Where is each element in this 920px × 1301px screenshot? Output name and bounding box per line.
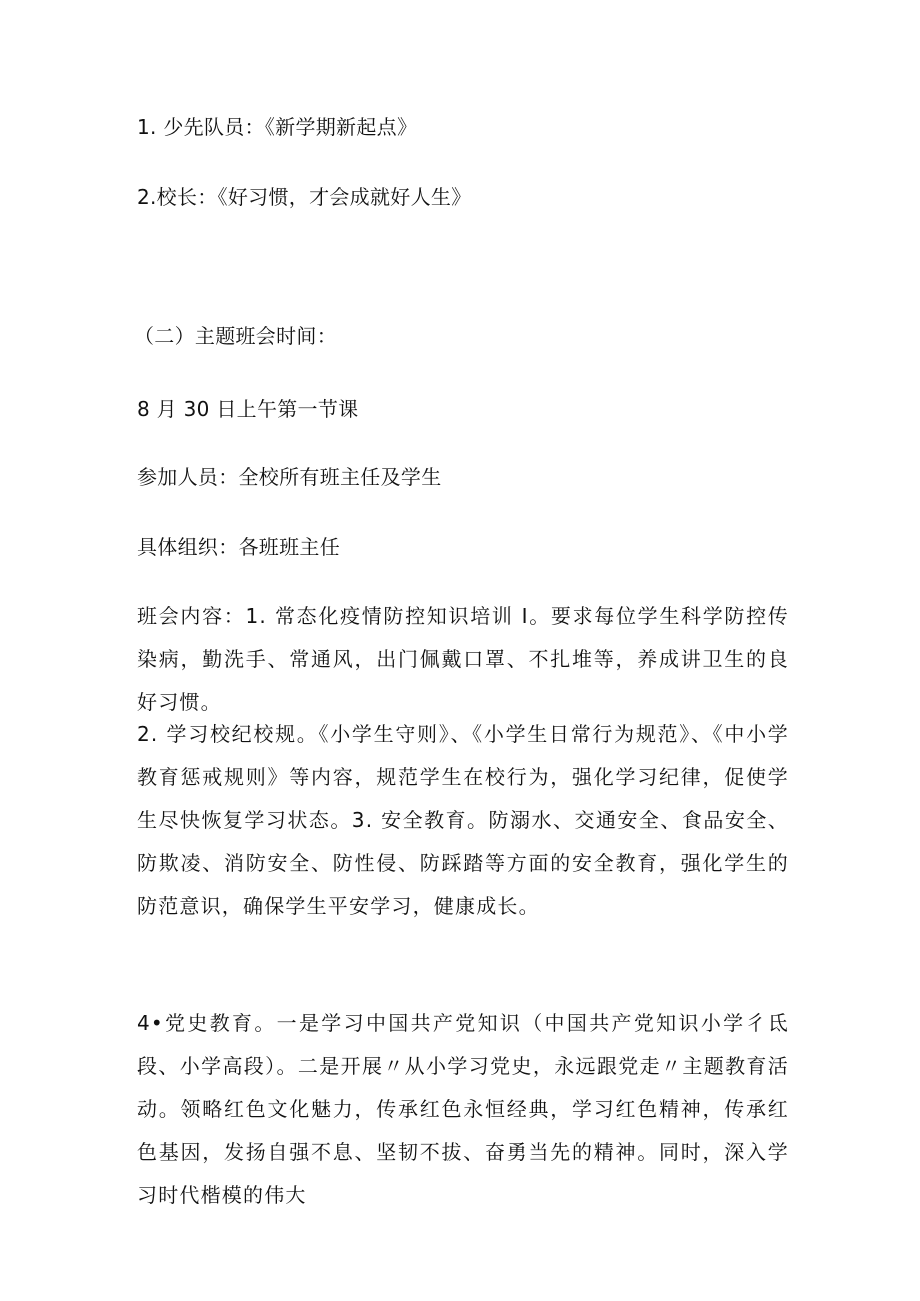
content-paragraph-party-history: 4•党史教育。一是学习中国共产党知识（中国共产党知识小学彳氐段、小学高段）。二是开展〃从小学习党史，永远跟党走〃主题教育活动。领略红色文化魅力，传承红色永恒经典，学习红色精神，传承红色基因，发扬自强不息、坚韧不拔、奋勇当先的精神。同时，深入学习时代楷模的伟大 xyxy=(137,1011,789,1207)
participants-line: 参加人员：全校所有班主任及学生 xyxy=(137,465,442,489)
content-paragraph-discipline-safety: 2. 学习校纪校规。《小学生守则》、《小学生日常行为规范》、《中小学教育惩戒规则》等内容，规范学生在校行为，强化学习纪律，促使学生尽快恢复学习状态。3. 安全教育。防溺水、交通安全、食品安全、防欺凌、消防安全、防性侵、防踩踏等方面的安全教育，强化学生的防范意识，确保学生平安学习，健康成长。 xyxy=(137,722,789,918)
section-heading: （二）主题班会时间： xyxy=(134,324,337,348)
list-item-student-speaker: 1. 少先队员：《新学期新起点》 xyxy=(137,115,418,139)
organizer-line: 具体组织：各班班主任 xyxy=(137,535,340,559)
list-item-principal-speaker: 2.校长：《好习惯，才会成就好人生》 xyxy=(137,185,472,209)
meeting-time: 8 月 30 日上午第一节课 xyxy=(137,397,359,421)
content-paragraph-epidemic: 班会内容：1. 常态化疫情防控知识培训 I。要求每位学生科学防控传染病，勤洗手、常通风，出门佩戴口罩、不扎堆等，养成讲卫生的良好习惯。 xyxy=(137,604,789,714)
